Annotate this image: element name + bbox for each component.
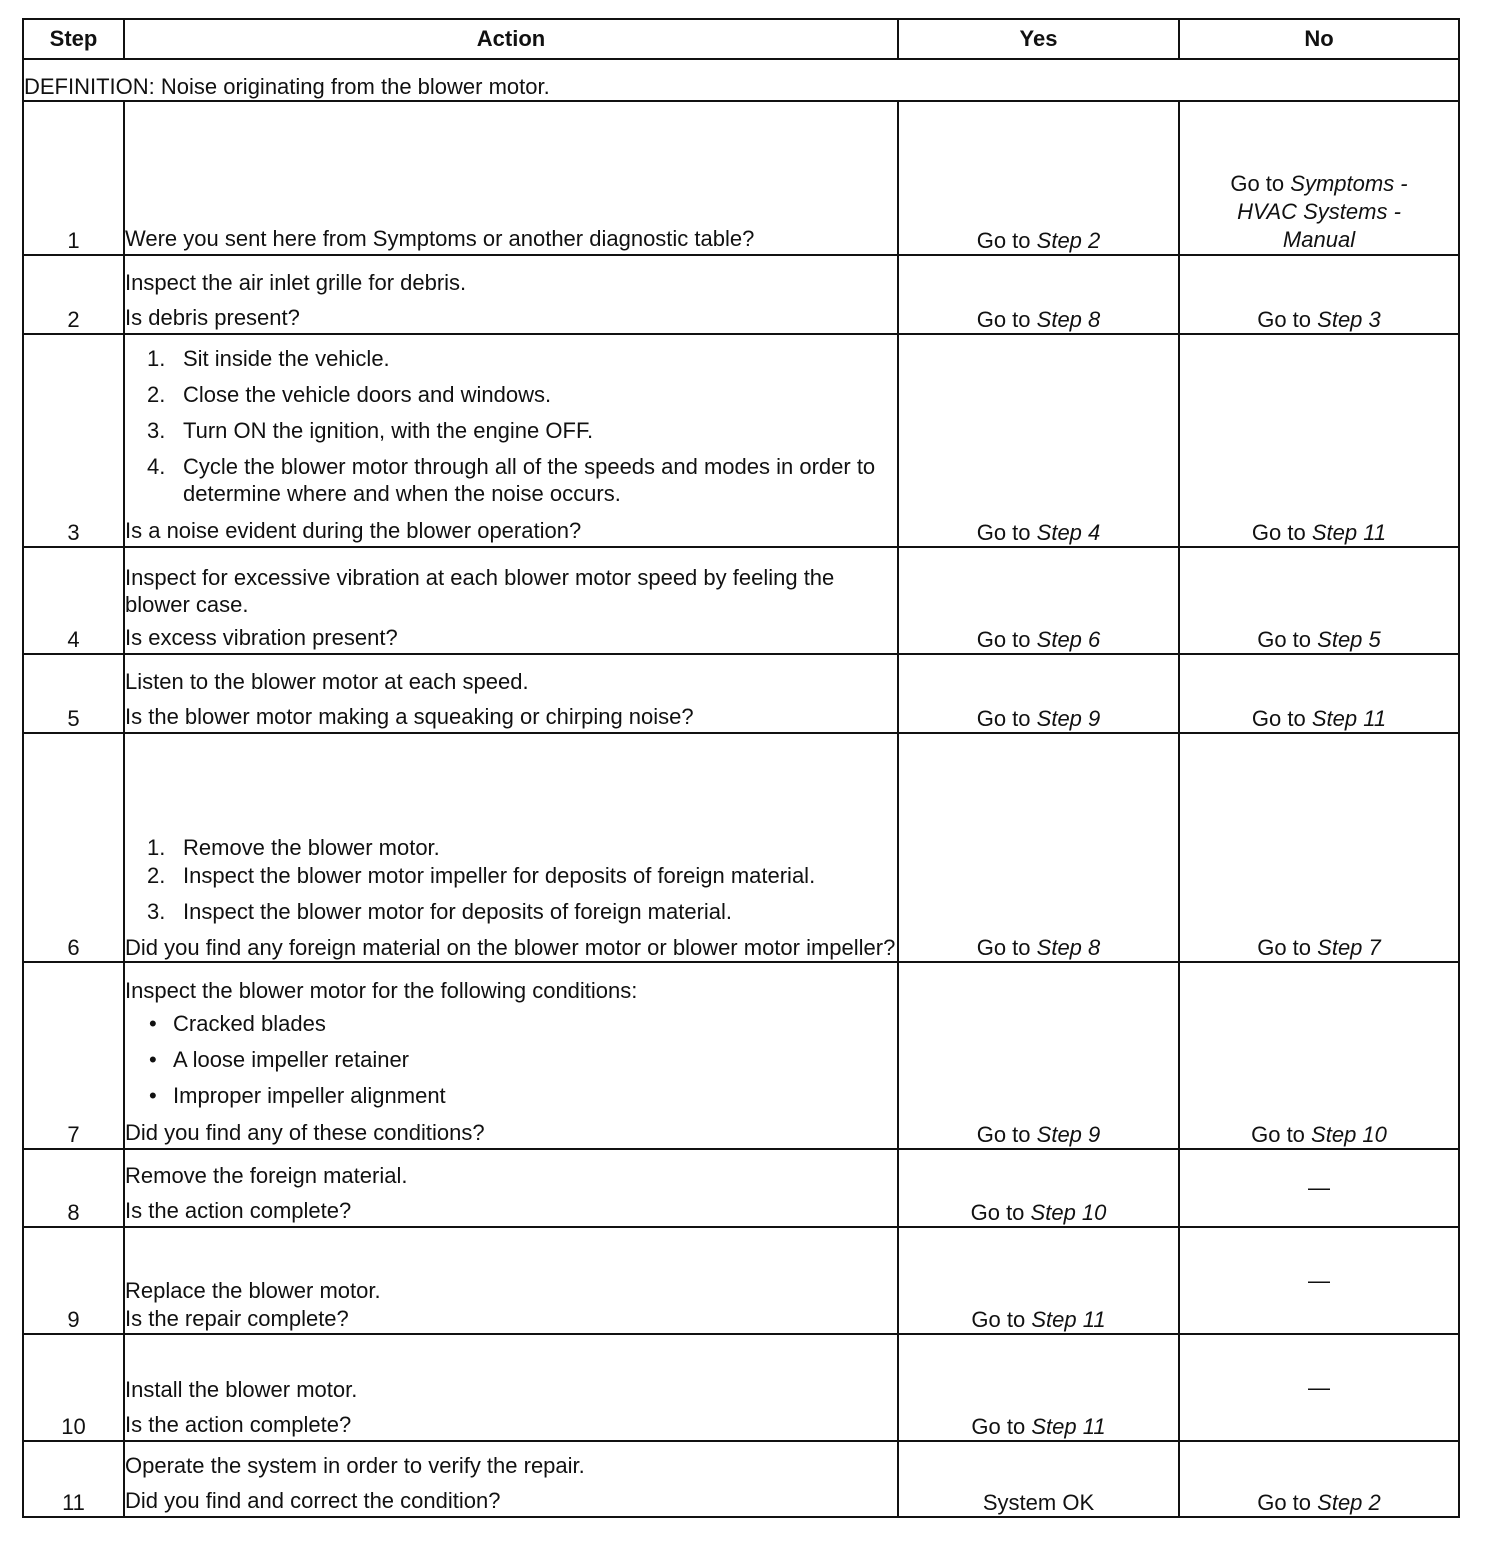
yes-step-ref: Step 8 xyxy=(1036,935,1101,960)
yes-step-ref: Step 2 xyxy=(1036,228,1101,253)
go-to-prefix: Go to xyxy=(976,706,1031,731)
header-no: No xyxy=(1179,19,1459,59)
table-row xyxy=(23,101,1459,255)
table-row xyxy=(23,1227,1459,1334)
action-cell xyxy=(124,1227,898,1334)
no-cell xyxy=(1179,1441,1459,1517)
step-number: 1 xyxy=(23,101,124,255)
action-cell xyxy=(124,1334,898,1441)
no-cell xyxy=(1179,547,1459,654)
yes-step-ref: Step 11 xyxy=(1031,1307,1106,1332)
go-to-prefix: Go to xyxy=(976,520,1031,545)
no-step-ref: Step 11 xyxy=(1311,706,1387,731)
action-question: Is the blower motor making a squeaking or chirping noise? xyxy=(125,704,694,729)
yes-step-ref: Step 9 xyxy=(1036,706,1101,731)
step-number: 3 xyxy=(23,334,124,547)
action-question: Did you find any foreign material on the blower motor or blower motor impeller? xyxy=(125,935,896,960)
action-cell xyxy=(124,334,898,547)
action-question: Is a noise evident during the blower operation? xyxy=(125,518,582,543)
action-text: Inspect the blower motor for the following conditions: xyxy=(125,978,638,1003)
yes-cell xyxy=(898,255,1179,334)
action-text: Listen to the blower motor at each speed. xyxy=(125,669,529,694)
action-cell xyxy=(124,1149,898,1227)
action-question: Were you sent here from Symptoms or another diagnostic table? xyxy=(125,226,755,251)
action-text: Install the blower motor. xyxy=(125,1377,358,1402)
list-item: 1. Sit inside the vehicle. xyxy=(147,346,390,371)
table-row xyxy=(23,547,1459,654)
step-number: 8 xyxy=(23,1149,124,1227)
header-yes: Yes xyxy=(898,19,1179,59)
action-text: Operate the system in order to verify the repair. xyxy=(125,1453,585,1478)
yes-cell xyxy=(898,1149,1179,1227)
no-step-ref: Step 2 xyxy=(1317,1490,1381,1515)
no-cell-dash: — xyxy=(1179,1149,1459,1227)
no-cell xyxy=(1179,733,1459,962)
table-row xyxy=(23,334,1459,547)
action-cell xyxy=(124,255,898,334)
no-step-ref: Step 3 xyxy=(1317,307,1381,332)
no-cell-dash: — xyxy=(1179,1334,1459,1441)
action-question: Is the action complete? xyxy=(125,1198,352,1223)
action-question: Is debris present? xyxy=(125,305,300,330)
step-number: 2 xyxy=(23,255,124,334)
yes-step-ref: Step 10 xyxy=(1030,1200,1107,1225)
no-cell xyxy=(1179,334,1459,547)
go-to-prefix: Go to xyxy=(976,1122,1031,1147)
go-to-prefix: Go to xyxy=(1257,935,1312,960)
yes-cell xyxy=(898,101,1179,255)
go-to-prefix: Go to xyxy=(1251,520,1306,545)
go-to-prefix: Go to xyxy=(1251,1122,1305,1147)
list-item: 4. Cycle the blower motor through all of the speeds and modes in order to determine where and when the noise occurs. xyxy=(147,454,876,506)
action-text: Inspect for excessive vibration at each blower motor speed by feeling the blower case. xyxy=(125,565,835,617)
numbered-list xyxy=(125,345,897,507)
yes-cell xyxy=(898,733,1179,962)
header-step: Step xyxy=(23,19,124,59)
action-cell xyxy=(124,733,898,962)
action-question: Is excess vibration present? xyxy=(125,625,398,650)
list-item: 2. Close the vehicle doors and windows. xyxy=(147,382,552,407)
go-to-prefix: Go to xyxy=(1257,307,1312,332)
go-to-prefix: Go to xyxy=(1251,706,1306,731)
bullet-list xyxy=(125,1010,897,1109)
go-to-prefix: Go to xyxy=(976,307,1031,332)
yes-step-ref: Step 4 xyxy=(1036,520,1101,545)
no-cell xyxy=(1179,962,1459,1149)
action-question: Did you find any of these conditions? xyxy=(125,1120,485,1145)
yes-step-ref: Step 8 xyxy=(1036,307,1101,332)
step-number: 4 xyxy=(23,547,124,654)
list-item: • A loose impeller retainer xyxy=(125,1046,897,1073)
table-row xyxy=(23,1334,1459,1441)
yes-step-ref: Step 9 xyxy=(1036,1122,1101,1147)
no-ref-line1: Symptoms - xyxy=(1290,171,1408,196)
no-ref-line3: Manual xyxy=(1282,227,1356,252)
no-cell xyxy=(1179,654,1459,733)
list-item: 3. Turn ON the ignition, with the engine OFF. xyxy=(147,418,594,443)
header-action: Action xyxy=(124,19,898,59)
step-number: 9 xyxy=(23,1227,124,1334)
yes-cell: System OK xyxy=(898,1441,1179,1517)
header-row xyxy=(23,19,1459,59)
table-row xyxy=(23,733,1459,962)
yes-cell xyxy=(898,962,1179,1149)
yes-cell xyxy=(898,654,1179,733)
action-cell xyxy=(124,101,898,255)
action-text: Remove the foreign material. xyxy=(125,1163,408,1188)
step-number: 6 xyxy=(23,733,124,962)
action-question: Did you find and correct the condition? xyxy=(125,1488,501,1513)
table-row xyxy=(23,1441,1459,1517)
table-row xyxy=(23,255,1459,334)
yes-step-ref: Step 11 xyxy=(1031,1414,1106,1439)
list-item: • Improper impeller alignment xyxy=(125,1082,897,1109)
action-cell xyxy=(124,962,898,1149)
go-to-prefix: Go to xyxy=(976,627,1031,652)
definition-row xyxy=(23,59,1459,101)
no-cell xyxy=(1179,255,1459,334)
yes-step-ref: Step 6 xyxy=(1036,627,1101,652)
action-text: Replace the blower motor. xyxy=(125,1278,381,1303)
go-to-prefix: Go to xyxy=(1257,627,1312,652)
table-row xyxy=(23,962,1459,1149)
go-to-prefix: Go to xyxy=(970,1200,1025,1225)
yes-cell xyxy=(898,1227,1179,1334)
list-item: 3. Inspect the blower motor for deposits of foreign material. xyxy=(147,899,733,924)
step-number: 7 xyxy=(23,962,124,1149)
go-to-prefix: Go to xyxy=(971,1307,1026,1332)
yes-cell xyxy=(898,1334,1179,1441)
step-number: 5 xyxy=(23,654,124,733)
definition-text: DEFINITION: Noise originating from the blower motor. xyxy=(23,59,1459,101)
go-to-prefix: Go to xyxy=(1230,171,1285,196)
go-to-prefix: Go to xyxy=(976,228,1031,253)
list-item: • Cracked blades xyxy=(125,1010,897,1037)
table-row xyxy=(23,1149,1459,1227)
go-to-prefix: Go to xyxy=(1257,1490,1312,1515)
list-item: 2. Inspect the blower motor impeller for deposits of foreign material. xyxy=(147,863,816,888)
action-question: Is the repair complete? xyxy=(125,1306,349,1331)
no-step-ref: Step 11 xyxy=(1311,520,1387,545)
step-number: 10 xyxy=(23,1334,124,1441)
diagnostic-table xyxy=(22,18,1460,1518)
no-cell xyxy=(1179,101,1459,255)
action-question: Is the action complete? xyxy=(125,1412,352,1437)
go-to-prefix: Go to xyxy=(971,1414,1026,1439)
no-step-ref: Step 10 xyxy=(1311,1122,1387,1147)
yes-cell xyxy=(898,334,1179,547)
no-ref-line2: HVAC Systems - xyxy=(1237,199,1401,224)
no-step-ref: Step 7 xyxy=(1317,935,1381,960)
go-to-prefix: Go to xyxy=(976,935,1031,960)
action-text: Inspect the air inlet grille for debris. xyxy=(125,270,467,295)
table-row xyxy=(23,654,1459,733)
no-step-ref: Step 5 xyxy=(1317,627,1381,652)
action-cell xyxy=(124,654,898,733)
list-item: 1. Remove the blower motor. xyxy=(147,835,440,860)
numbered-list xyxy=(125,834,897,925)
action-cell xyxy=(124,547,898,654)
action-cell xyxy=(124,1441,898,1517)
yes-cell xyxy=(898,547,1179,654)
no-cell-dash: — xyxy=(1179,1227,1459,1334)
step-number: 11 xyxy=(23,1441,124,1517)
